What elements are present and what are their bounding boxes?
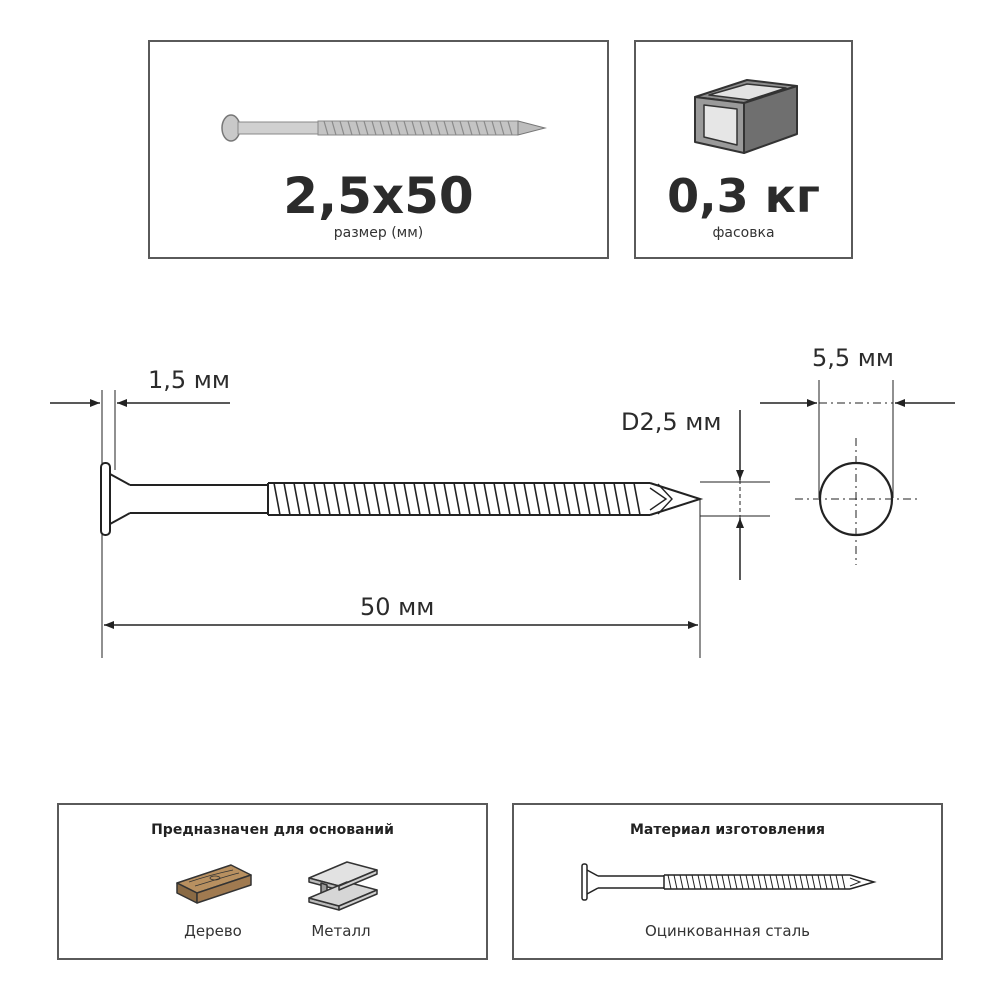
package-caption: фасовка — [712, 225, 775, 241]
head-diameter-label: 5,5 мм — [812, 344, 895, 372]
material-card — [512, 803, 943, 960]
nail-head — [101, 463, 110, 535]
length-label: 50 мм — [360, 593, 435, 621]
wood-plank-icon — [169, 855, 269, 915]
head-thickness-label: 1,5 мм — [148, 366, 231, 394]
size-card — [148, 40, 609, 259]
nail-shank — [130, 485, 268, 513]
bases-card — [57, 803, 488, 960]
shank-diameter-label: D2,5 мм — [621, 408, 722, 436]
size-value: 2,5x50 — [283, 167, 474, 225]
wood-label: Дерево — [184, 922, 242, 940]
material-caption: Оцинкованная сталь — [644, 922, 811, 940]
package-value: 0,3 кг — [667, 169, 820, 223]
metal-beam-icon — [299, 850, 399, 910]
package-card — [634, 40, 853, 259]
nail-head-taper — [110, 474, 130, 524]
bases-title: Предназначен для оснований — [151, 822, 394, 838]
nail-point — [650, 483, 700, 515]
nail-rings — [274, 483, 640, 515]
metal-label: Металл — [311, 922, 371, 940]
material-title: Материал изготовления — [629, 822, 826, 838]
size-caption: размер (мм) — [333, 225, 424, 241]
